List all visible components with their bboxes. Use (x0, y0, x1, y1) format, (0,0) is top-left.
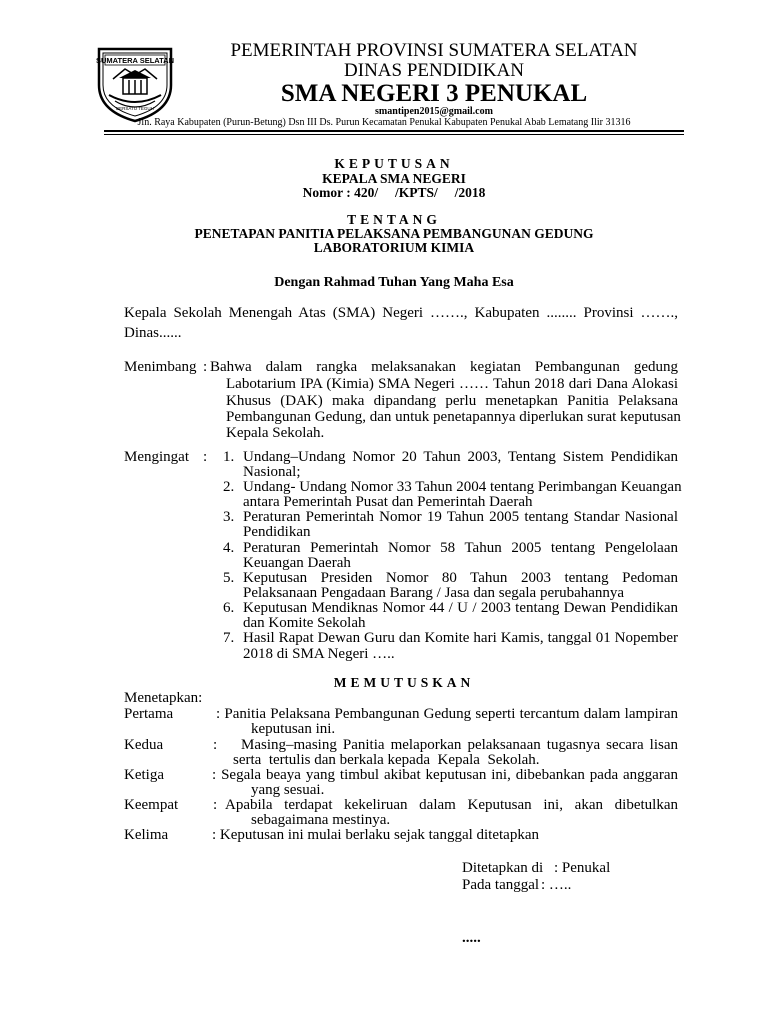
ketiga-label: Ketiga (124, 767, 164, 783)
kedua-label: Kedua (124, 737, 164, 753)
kedua-line2: serta tertulis dan berkala kepada Kepala Sekolah. (233, 752, 540, 768)
header-department: DINAS PENDIDIKAN (344, 60, 524, 81)
intro-line2: Dinas...... (124, 325, 182, 341)
pertama-line1: : Panitia Pelaksana Pembangunan Gedung seperti tercantum dalam lampiran (216, 706, 678, 722)
mengingat-item-6-line2: dan Komite Sekolah (243, 615, 366, 631)
kedua-line1: Masing–masing Panitia melaporkan pelaksanaan tugasnya secara lisan (241, 737, 678, 753)
tanggal-label: Pada tanggal (462, 877, 540, 893)
pertama-label: Pertama (124, 706, 174, 722)
keempat-line1: Apabila terdapat kekeliruan dalam Keputusan ini, akan dibetulkan (225, 797, 678, 813)
ketiga-line2: yang sesuai. (251, 782, 325, 798)
mengingat-item-4-line1: Peraturan Pemerintah Nomor 58 Tahun 2005 tentang Pengelolaan (243, 540, 678, 556)
header-school-name: SMA NEGERI 3 PENUKAL (280, 80, 588, 107)
intro-line1: Kepala Sekolah Menengah Atas (SMA) Negeri ……., Kabupaten ........ Provinsi ……., (124, 305, 678, 321)
svg-text:SUMATERA SELATAN: SUMATERA SELATAN (95, 56, 175, 65)
mengingat-item-1-line2: Nasional; (243, 464, 301, 480)
mengingat-item-7-line2: 2018 di SMA Negeri ….. (243, 646, 395, 662)
mengingat-item-3-line2: Pendidikan (243, 524, 311, 540)
mengingat-item-3-number: 3. (223, 509, 235, 525)
mengingat-separator: : (203, 449, 208, 465)
header-rule-thin (104, 134, 684, 135)
menimbang-line-5: Kepala Sekolah. (226, 425, 325, 441)
keempat-separator: : (213, 797, 218, 813)
header-email: smantipen2015@gmail.com (375, 106, 493, 117)
mengingat-item-6-line1: Keputusan Mendiknas Nomor 44 / U / 2003 tentang Dewan Pendidikan (243, 600, 678, 616)
keempat-line2: sebagaimana mestinya. (251, 812, 391, 828)
decree-subtitle: KEPALA SMA NEGERI (322, 171, 466, 186)
kelima-line1: : Keputusan ini mulai berlaku sejak tanggal ditetapkan (212, 827, 539, 843)
mengingat-item-2-line1: Undang- Undang Nomor 33 Tahun 2004 tentang Perimbangan Keuangan (243, 479, 682, 495)
header-address: Jln. Raya Kabupaten (Purun-Betung) Dsn III Ds. Purun Kecamatan Penukal Kabupaten Penukal Abab Lematang Ilir 31316 (137, 117, 631, 128)
mengingat-item-4-number: 4. (223, 540, 235, 556)
signatory-name: ..... (462, 930, 481, 946)
menimbang-separator: : (203, 359, 208, 375)
mengingat-item-7-line1: Hasil Rapat Dewan Guru dan Komite hari Kamis, tanggal 01 Nopember (243, 630, 678, 646)
header-government: PEMERINTAH PROVINSI SUMATERA SELATAN (230, 40, 638, 61)
menimbang-line-3: Khusus (DAK) maka dipandang perlu menetapkan Panitia Pelaksana (226, 393, 678, 409)
decree-subject-line2: LABORATORIUM KIMIA (313, 240, 475, 255)
mengingat-item-2-number: 2. (223, 479, 235, 495)
tanggal-value: : ….. (541, 877, 572, 893)
kelima-label: Kelima (124, 827, 169, 843)
decree-title: KEPUTUSAN (334, 156, 454, 171)
kedua-separator: : (213, 737, 218, 753)
decree-blessing: Dengan Rahmad Tuhan Yang Maha Esa (274, 275, 514, 290)
mengingat-item-1-line1: Undang–Undang Nomor 20 Tahun 2003, Tentang Sistem Pendidikan (243, 449, 678, 465)
mengingat-item-1-number: 1. (223, 449, 235, 465)
menimbang-line-1: Bahwa dalam rangka melaksanakan kegiatan Pembangunan gedung (210, 359, 678, 375)
decree-number: Nomor : 420/ /KPTS/ /2018 (302, 185, 486, 200)
mengingat-item-6-number: 6. (223, 600, 235, 616)
pertama-line2: keputusan ini. (251, 721, 336, 737)
menetapkan-label: Menetapkan: (124, 690, 203, 706)
decree-subject-line1: PENETAPAN PANITIA PELAKSANA PEMBANGUNAN GEDUNG (194, 226, 594, 241)
mengingat-item-3-line1: Peraturan Pemerintah Nomor 19 Tahun 2005 tentang Standar Nasional (243, 509, 678, 525)
ketiga-line1: : Segala beaya yang timbul akibat keputusan ini, dibebankan pada anggaran (212, 767, 678, 783)
ditetapkan-value: : Penukal (554, 860, 611, 876)
keempat-label: Keempat (124, 797, 179, 813)
ditetapkan-label: Ditetapkan di (462, 860, 544, 876)
menimbang-label: Menimbang (124, 359, 197, 375)
svg-text:BERSATU TEGUH: BERSATU TEGUH (116, 106, 154, 111)
mengingat-item-5-number: 5. (223, 570, 235, 586)
header-rule-thick (104, 130, 684, 132)
mengingat-item-4-line2: Keuangan Daerah (243, 555, 351, 571)
mengingat-label: Mengingat (124, 449, 189, 465)
decree-about: TENTANG (347, 212, 441, 227)
mengingat-item-2-line2: antara Pemerintah Pusat dan Pemerintah Daerah (243, 494, 533, 510)
mengingat-item-5-line1: Keputusan Presiden Nomor 80 Tahun 2003 tentang Pedoman (243, 570, 678, 586)
menimbang-line-2: Labotarium IPA (Kimia) SMA Negeri …… Tahun 2018 dari Dana Alokasi (226, 376, 678, 392)
mengingat-item-5-line2: Pelaksanaan Pengadaan Barang / Jasa dan segala perubahannya (243, 585, 625, 601)
menimbang-line-4: Pembangunan Gedung, dan untuk penetapannya diperlukan surat keputusan (226, 409, 681, 425)
memutuskan-title: MEMUTUSKAN (333, 675, 475, 690)
mengingat-item-7-number: 7. (223, 630, 235, 646)
